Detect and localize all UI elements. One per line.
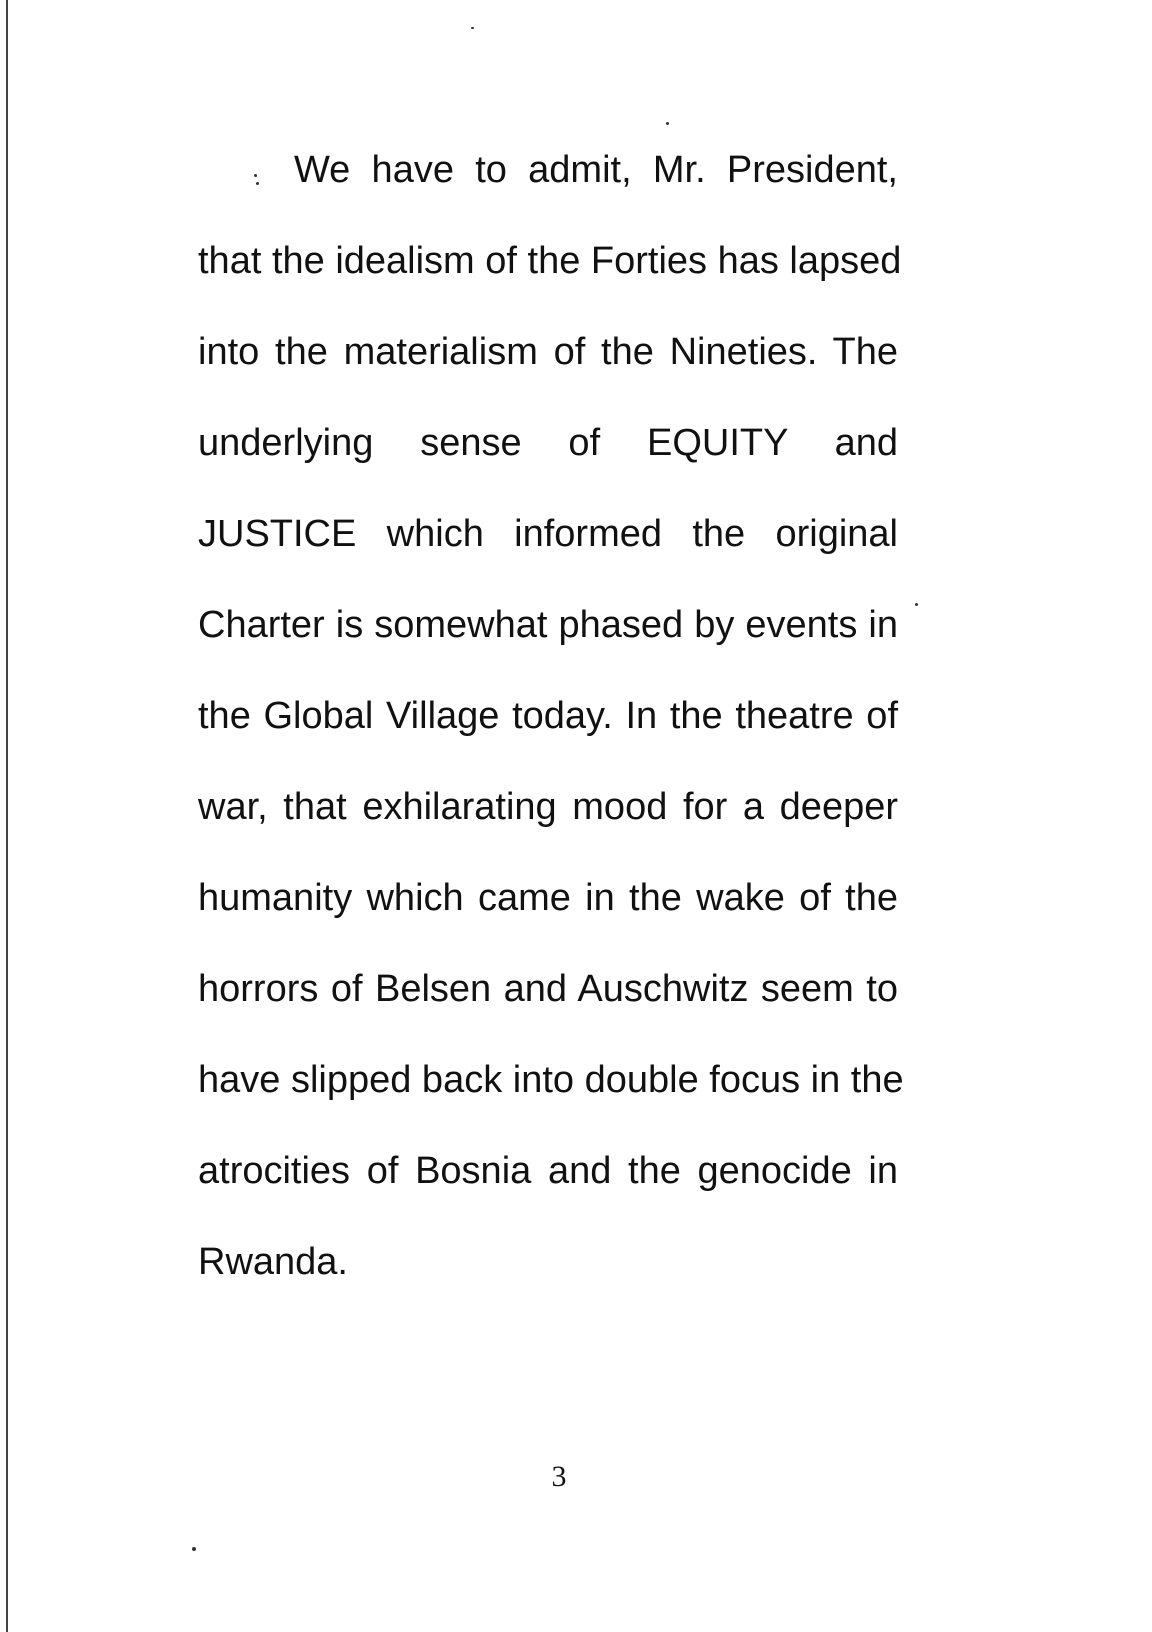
text-line: into the materialism of the Nineties. The	[198, 331, 898, 373]
text-line: Rwanda.	[198, 1241, 348, 1283]
text-line: JUSTICE which informed the original	[198, 513, 898, 555]
text-line: the Global Village today. In the theatre of	[198, 695, 898, 737]
text-line: humanity which came in the wake of the	[198, 877, 898, 919]
text-line: war, that exhilarating mood for a deeper	[198, 786, 898, 828]
body-paragraph	[198, 140, 904, 1323]
text-line: that the idealism of the Forties has lapsed	[198, 240, 902, 282]
text-line: have slipped back into double focus in the	[198, 1059, 904, 1101]
text-line: We have to admit, Mr. President,	[294, 149, 898, 191]
text-line: horrors of Belsen and Auschwitz seem to	[198, 968, 898, 1010]
scan-speck	[666, 122, 669, 125]
scan-left-edge	[6, 0, 8, 1632]
text-line: underlying sense of EQUITY and	[198, 422, 898, 464]
text-line: atrocities of Bosnia and the genocide in	[198, 1150, 898, 1192]
scan-speck	[471, 27, 474, 29]
text-line: Charter is somewhat phased by events in	[198, 604, 898, 646]
scan-speck	[915, 603, 918, 606]
page-number: 3	[551, 1460, 567, 1493]
scan-speck	[192, 1547, 196, 1551]
